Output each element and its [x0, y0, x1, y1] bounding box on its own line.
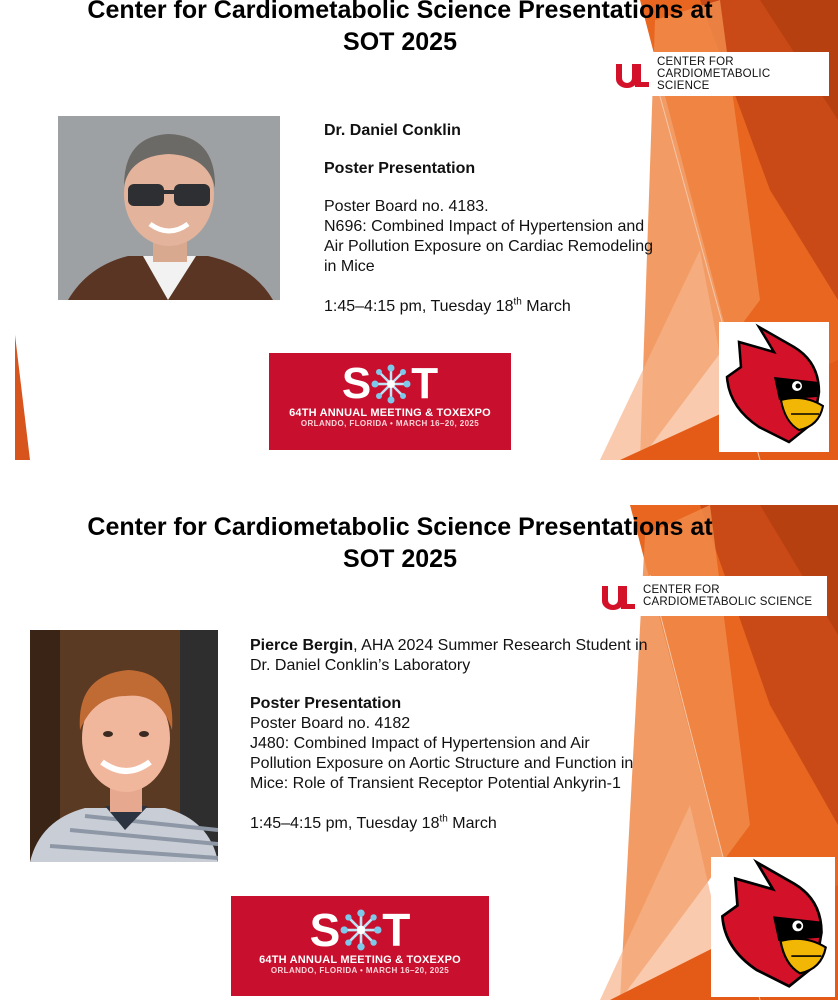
sot-2025-logo: S T 64TH ANNUAL MEETING & TOXEXPO ORLANDO, FLORIDA • MARCH 16–20, 2025: [269, 353, 511, 450]
sot-location-line: ORLANDO, FLORIDA • MARCH 16–20, 2025: [270, 966, 450, 975]
portrait-image: [58, 116, 280, 300]
ul-mark-icon: [599, 582, 637, 610]
presenter-name: Dr. Daniel Conklin: [324, 122, 461, 139]
slide-bergin: [0, 505, 838, 1000]
slide-conklin: [0, 0, 838, 460]
presenter-line: [250, 636, 650, 676]
cardinal-mascot-logo: [711, 857, 835, 997]
molecule-o-icon: [340, 909, 382, 951]
poster-board: Poster Board no. 4182: [250, 715, 411, 732]
logo-line-2: CARDIOMETABOLIC SCIENCE: [657, 68, 771, 92]
poster-board: Poster Board no. 4183.: [324, 198, 489, 215]
presentation-details: [324, 121, 664, 317]
logo-line-1: CENTER FOR: [657, 56, 734, 68]
sot-meeting-line: 64TH ANNUAL MEETING & TOXEXPO: [289, 407, 491, 419]
abstract-title: J480: Combined Impact of Hypertension and Air Pollution Exposure on Aortic Structure and Function in Mice: Role of Transient Receptor Potential Ankyrin-1: [250, 735, 634, 792]
left-accent-shape: [15, 335, 30, 460]
presenter-role: , AHA 2024 Summer Research Student in Dr. Daniel Conklin’s Laboratory: [250, 637, 648, 674]
presentation-details: [250, 636, 650, 834]
cardinal-icon: [711, 857, 835, 997]
slide-title: Center for Cardiometabolic Science Presentations at SOT 2025: [87, 0, 713, 56]
session-time: 1:45–4:15 pm, Tuesday 18th March: [324, 296, 571, 315]
presenter-photo-bergin: [30, 630, 218, 862]
presenter-photo-conklin: [58, 116, 280, 300]
cardinal-mascot-logo: [719, 322, 829, 452]
cardinal-icon: [719, 322, 829, 452]
logo-line-2: CARDIOMETABOLIC SCIENCE: [643, 596, 813, 608]
session-time: 1:45–4:15 pm, Tuesday 18th March: [250, 813, 497, 832]
molecule-o-icon: [371, 364, 411, 404]
presentation-type: Poster Presentation: [324, 160, 476, 177]
sot-meeting-line: 64TH ANNUAL MEETING & TOXEXPO: [259, 954, 461, 966]
ul-center-logo: [605, 52, 829, 96]
slide-title: Center for Cardiometabolic Science Presentations at SOT 2025: [87, 513, 713, 573]
sot-2025-logo: S T 64TH ANNUAL MEETING & TOXEXPO ORLANDO, FLORIDA • MARCH 16–20, 2025: [231, 896, 489, 996]
abstract-title: N696: Combined Impact of Hypertension and Air Pollution Exposure on Cardiac Remodeling in Mice: [324, 218, 654, 275]
portrait-image: [30, 630, 218, 862]
ul-mark-icon: [613, 60, 651, 88]
ul-center-logo: [591, 576, 827, 616]
logo-line-1: CENTER FOR: [643, 584, 720, 596]
sot-location-line: ORLANDO, FLORIDA • MARCH 16–20, 2025: [300, 419, 480, 428]
presentation-type: Poster Presentation: [250, 695, 402, 712]
presenter-name: Pierce Bergin: [250, 637, 354, 654]
